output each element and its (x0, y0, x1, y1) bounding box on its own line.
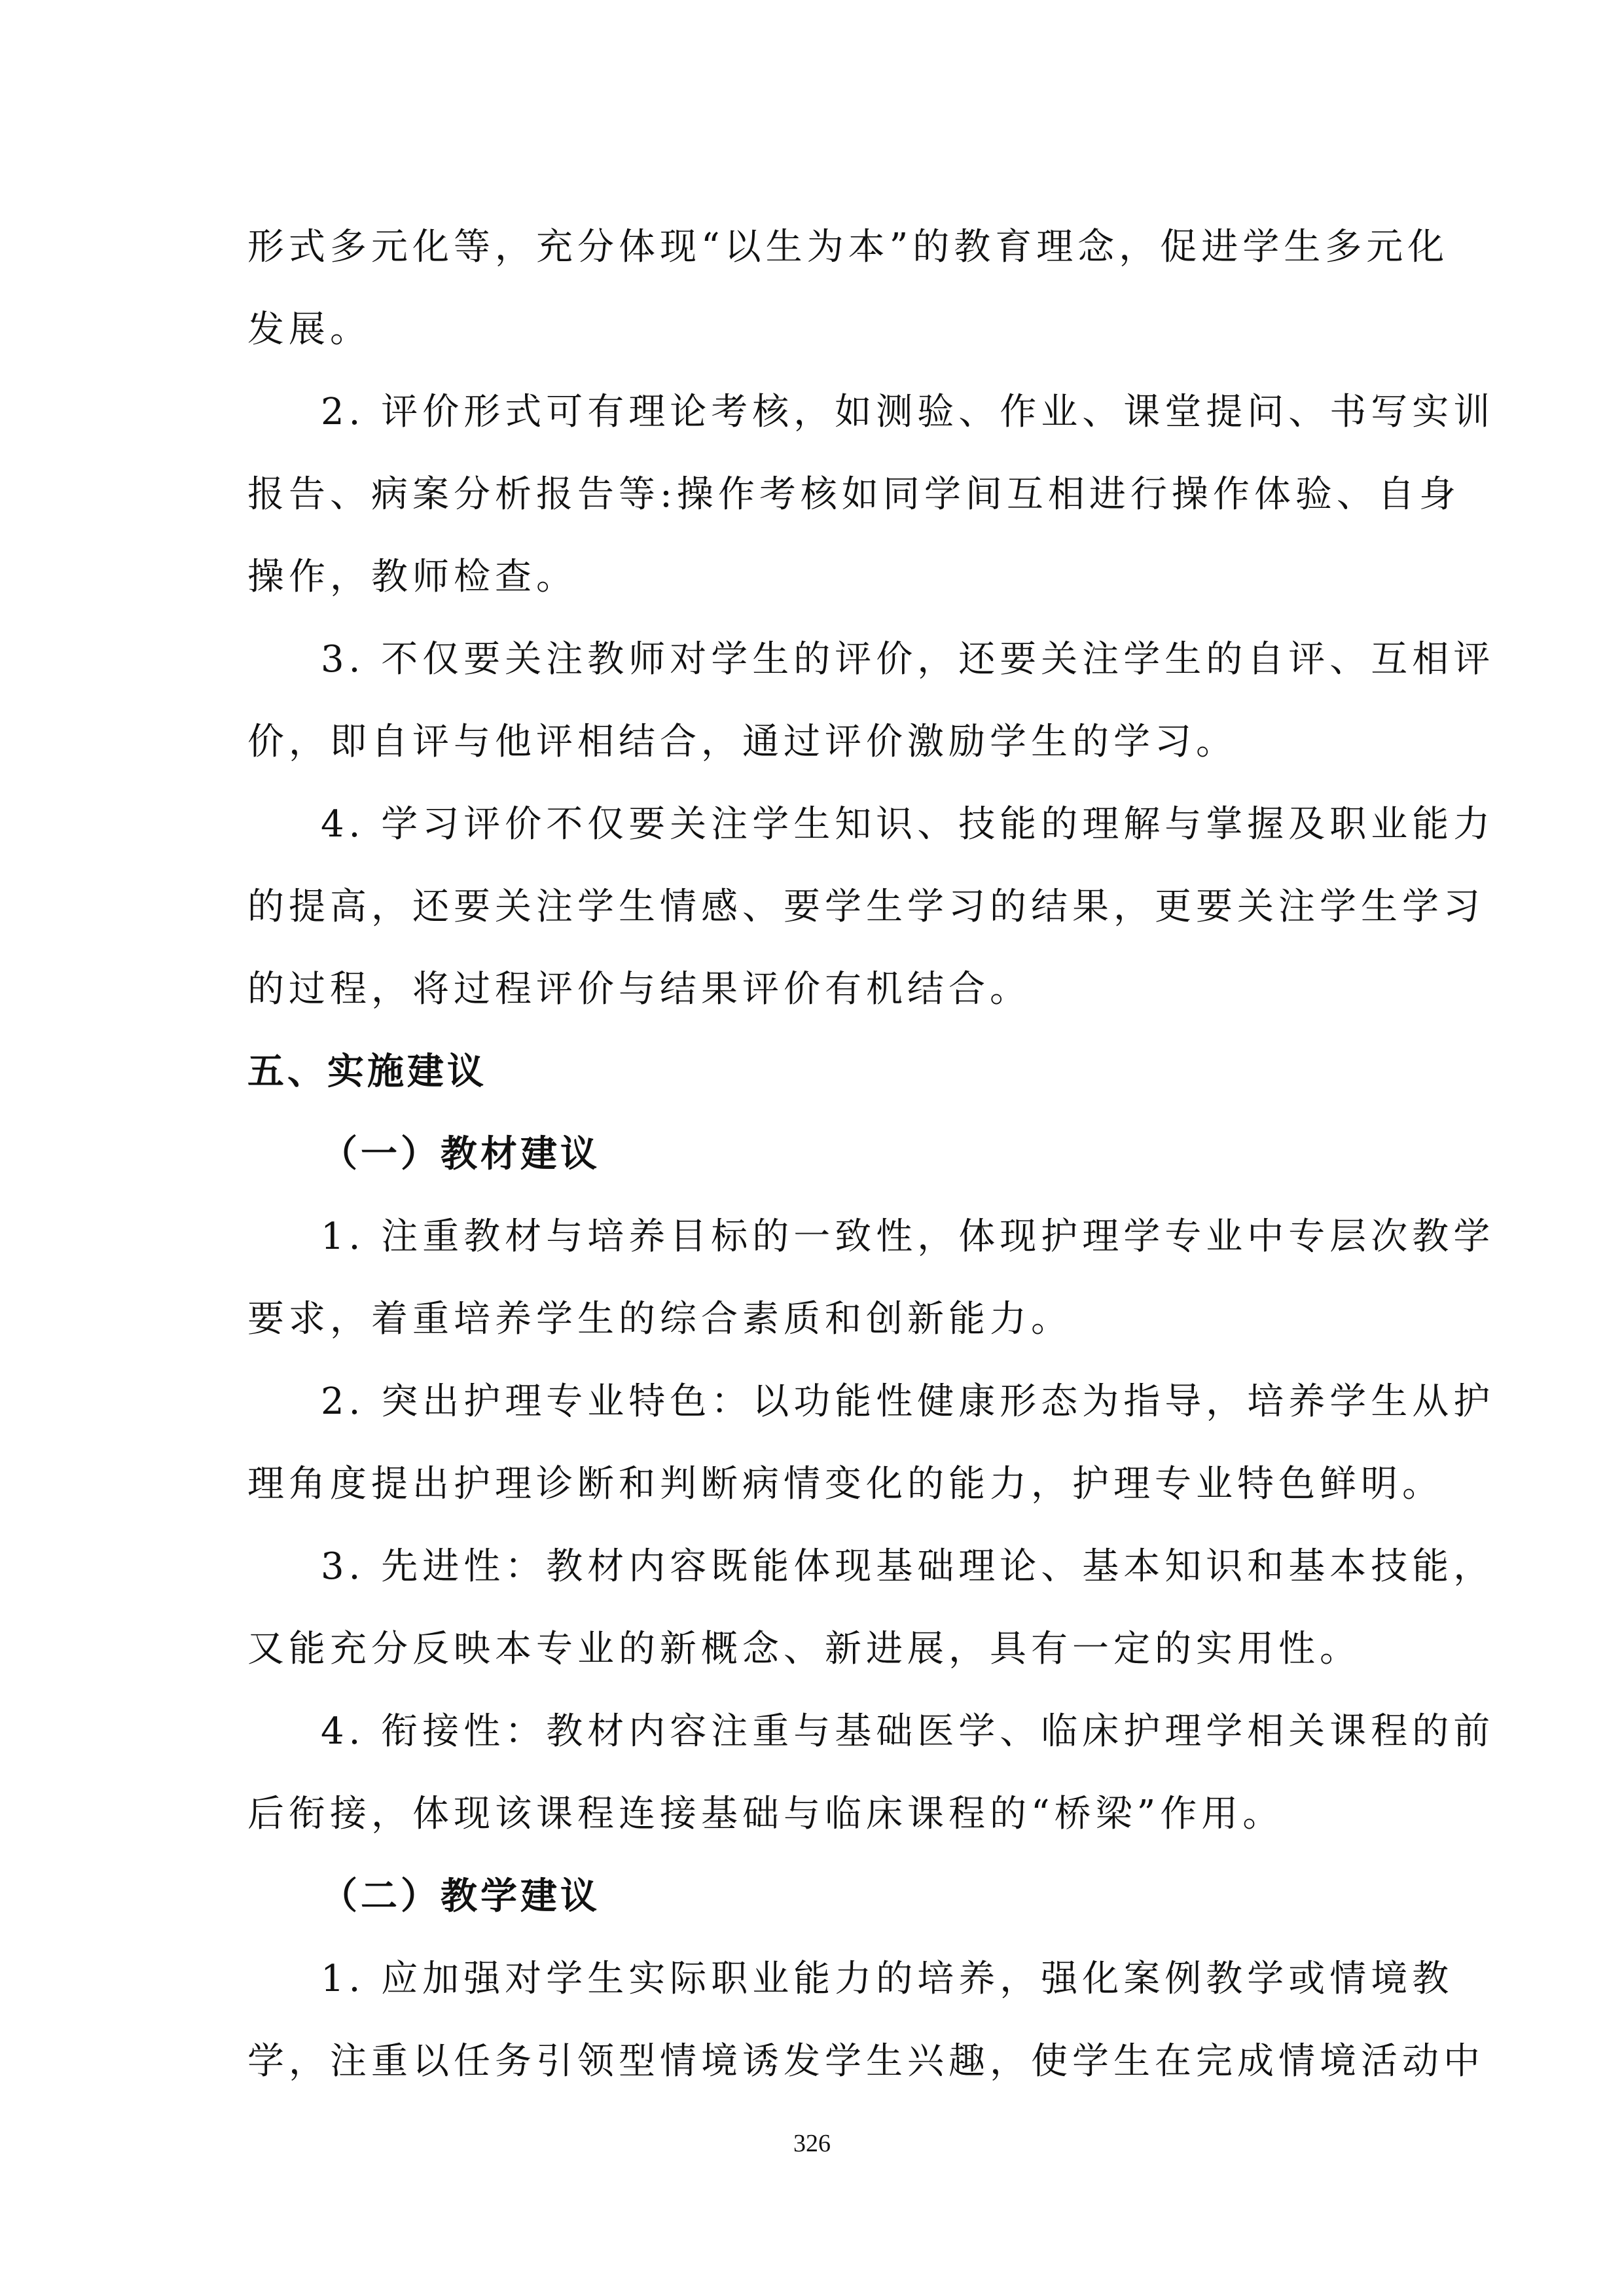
text-line: 报告、病案分析报告等:操作考核如同学间互相进行操作体验、自身 (247, 473, 1460, 516)
page-number: 326 (793, 2130, 831, 2157)
subsection-heading: （一）教材建议 (321, 1133, 600, 1175)
text-line: 4. 衔接性：教材内容注重与基础医学、临床护理学相关课程的前 (321, 1710, 1495, 1753)
text-line: 价，即自评与他评相结合，通过评价激励学生的学习。 (247, 721, 1237, 763)
text-line: 2. 评价形式可有理论考核，如测验、作业、课堂提问、书写实训 (321, 391, 1495, 433)
text-line: 理角度提出护理诊断和判断病情变化的能力，护理专业特色鲜明。 (247, 1463, 1443, 1505)
text-line: 形式多元化等，充分体现“以生为本”的教育理念，促进学生多元化 (247, 226, 1449, 268)
text-line: 操作，教师检查。 (247, 556, 577, 598)
text-line: 发展。 (247, 308, 371, 351)
text-line: 3. 不仅要关注教师对学生的评价，还要关注学生的自评、互相评 (321, 638, 1495, 681)
section-heading: 五、实施建议 (247, 1050, 487, 1093)
text-line: 的提高，还要关注学生情感、要学生学习的结果，更要关注学生学习 (247, 886, 1485, 928)
text-line: 又能充分反映本专业的新概念、新进展，具有一定的实用性。 (247, 1628, 1361, 1670)
subsection-heading: （二）教学建议 (321, 1875, 600, 1918)
text-line: 3. 先进性：教材内容既能体现基础理论、基本知识和基本技能， (321, 1545, 1495, 1588)
text-line: 4. 学习评价不仅要关注学生知识、技能的理解与掌握及职业能力 (321, 803, 1495, 846)
text-line: 1. 注重教材与培养目标的一致性，体现护理学专业中专层次教学 (321, 1215, 1495, 1258)
text-line: 学，注重以任务引领型情境诱发学生兴趣，使学生在完成情境活动中 (247, 2040, 1485, 2083)
text-line: 的过程，将过程评价与结果评价有机结合。 (247, 968, 1031, 1011)
text-line: 后衔接，体现该课程连接基础与临床课程的“桥梁”作用。 (247, 1793, 1284, 1835)
text-line: 要求，着重培养学生的综合素质和创新能力。 (247, 1298, 1072, 1340)
text-line: 2. 突出护理专业特色：以功能性健康形态为指导，培养学生从护 (321, 1380, 1495, 1423)
text-line: 1. 应加强对学生实际职业能力的培养，强化案例教学或情境教 (321, 1958, 1454, 2000)
